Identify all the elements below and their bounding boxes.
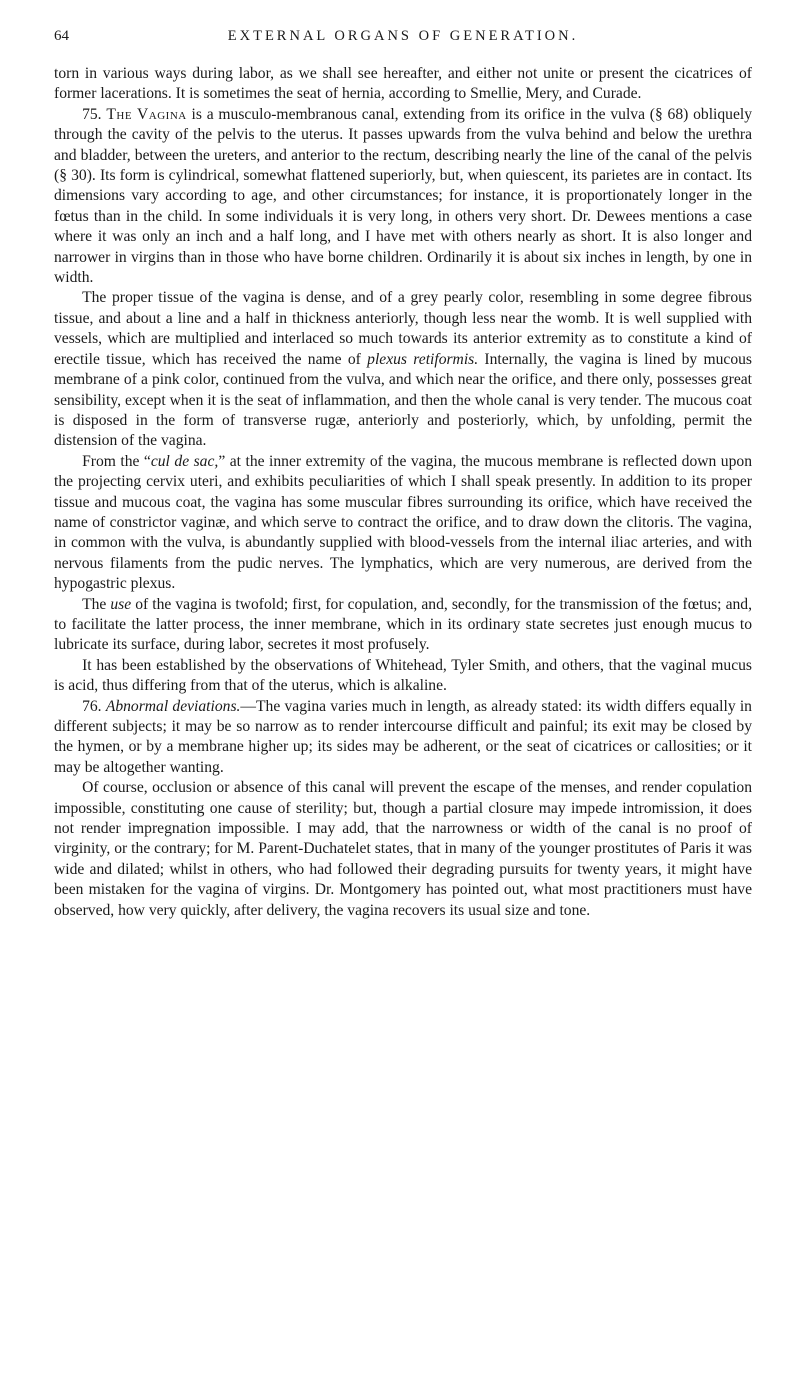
paragraph-text: It has been established by the observations of Whitehead, Tyler Smith, and others, that the vaginal mucus is acid, thus differing from that of the uterus, which is alkaline. — [54, 656, 752, 695]
section-number: 76. — [82, 697, 102, 715]
section-heading: Abnormal deviations. — [105, 697, 241, 715]
paragraph-text: Of course, occlusion or absence of this canal will prevent the escape of the menses, and render copulation impossible, constituting one cause of sterility; but, though a partial closure may impede intromission, it does not render impregnation impossible. I may add, that the narrowness or width of the canal is no proof of virginity, or the contrary; for M. Parent-Duchatelet states, that in many of the younger prostitutes of Paris it was wide and dilated; whilst in others, who had followed their degrading pursuits for twenty years, it might have been mistaken for the vagina of virgins. Dr. Montgomery has pointed out, what most practitioners must have observed, how very quickly, after delivery, the vagina recovers its usual size and tone. — [54, 779, 752, 919]
section-heading: The Vagina — [106, 105, 187, 123]
paragraph-text: of the vagina is twofold; first, for copulation, and, secondly, for the transmission of the fœtus; and, to facilitate the latter process, the inner membrane, which in its ordinary state secretes just enough mucus to lubricate its surface, during labor, secretes it most profusely. — [54, 595, 752, 654]
section-number: 75. — [82, 105, 102, 123]
paragraph-text: From the “ — [82, 452, 151, 470]
paragraph-continuation — [54, 64, 752, 105]
paragraph-text: torn in various ways during labor, as we shall see hereafter, and either not unite or present the cicatrices of former lacerations. It is sometimes the seat of hernia, according to Smellie, Mery, and Curade. — [54, 65, 752, 103]
body-text — [54, 64, 752, 921]
running-title: EXTERNAL ORGANS OF GENERATION. — [227, 28, 579, 44]
running-head — [54, 28, 752, 54]
paragraph-text: —The vagina varies much in length, as already stated: its width differs equally in different subjects; it may be so narrow as to render intercourse difficult and painful; its exit may be closed by the hymen, or by a membrane higher up; its sides may be adherent, or the seat of cicatrices or callosities; or it may be altogether wanting. — [54, 697, 752, 776]
section-76 — [54, 697, 752, 779]
paragraph-mucus — [54, 656, 752, 697]
paragraph-proper-tissue — [54, 288, 752, 451]
italic-term: use — [110, 595, 132, 613]
paragraph-text: The proper tissue of the vagina is dense, and of a grey pearly color, resembling in some degree fibrous tissue, and about a line and a half in thickness anteriorly, though less near the womb. It is well supplied with vessels, which are multiplied and interlaced so much towards its anterior extremity as to constitute a kind of erectile tissue, which has received the name of — [54, 289, 752, 368]
paragraph-use — [54, 595, 752, 656]
paragraph-occlusion — [54, 778, 752, 921]
paragraph-text: Internally, the vagina is lined by mucous membrane of a pink color, continued from the vulva, and which near the orifice, and there only, possesses great sensibility, except when it is the seat of inflammation, and then the whole canal is very tender. The mucous coat is disposed in the form of transverse rugæ, anteriorly and posteriorly, which, by unfolding, permit the distension of the vagina. — [54, 350, 752, 450]
paragraph-text: The — [82, 595, 107, 613]
italic-term: cul de sac, — [150, 452, 219, 470]
section-75 — [54, 105, 752, 289]
paragraph-text: ” at the inner extremity of the vagina, the mucous membrane is reflected down upon the projecting cervix uteri, and exhibits peculiarities of which I shall speak presently. In addition to its proper tissue and mucous coat, the vagina has some muscular fibres surrounding its orifice, which have received the name of constrictor vaginæ, and which serve to contract the orifice, and to draw down the clitoris. The vagina, in common with the vulva, is abundantly supplied with blood-vessels from the internal iliac arteries, and with nervous filaments from the pudic nerves. The lymphatics, which are very numerous, are derived from the hypogastric plexus. — [54, 452, 752, 593]
paragraph-cul-de-sac — [54, 452, 752, 595]
italic-term: plexus retiformis. — [367, 350, 479, 368]
page-number: 64 — [54, 28, 69, 44]
paragraph-text: is a musculo-membranous canal, extending from its orifice in the vulva (§ 68) obliquely through the cavity of the pelvis to the uterus. It passes upwards from the vulva behind and below the urethra and bladder, between the ureters, and anterior to the rectum, describing nearly the line of the canal of the pelvis (§ 30). Its form is cylindrical, somewhat flattened superiorly, but, when quiescent, its parietes are in contact. Its dimensions vary according to age, and other circumstances; for instance, it is proportionately longer in the fœtus than in the child. In some individuals it is very long, in others very short. Dr. Dewees mentions a case where it was only an inch and a half long, and I have met with others nearly as short. It is also longer and narrower in virgins than in those who have borne children. Ordinarily it is about six inches in length, by one in width. — [54, 105, 753, 287]
